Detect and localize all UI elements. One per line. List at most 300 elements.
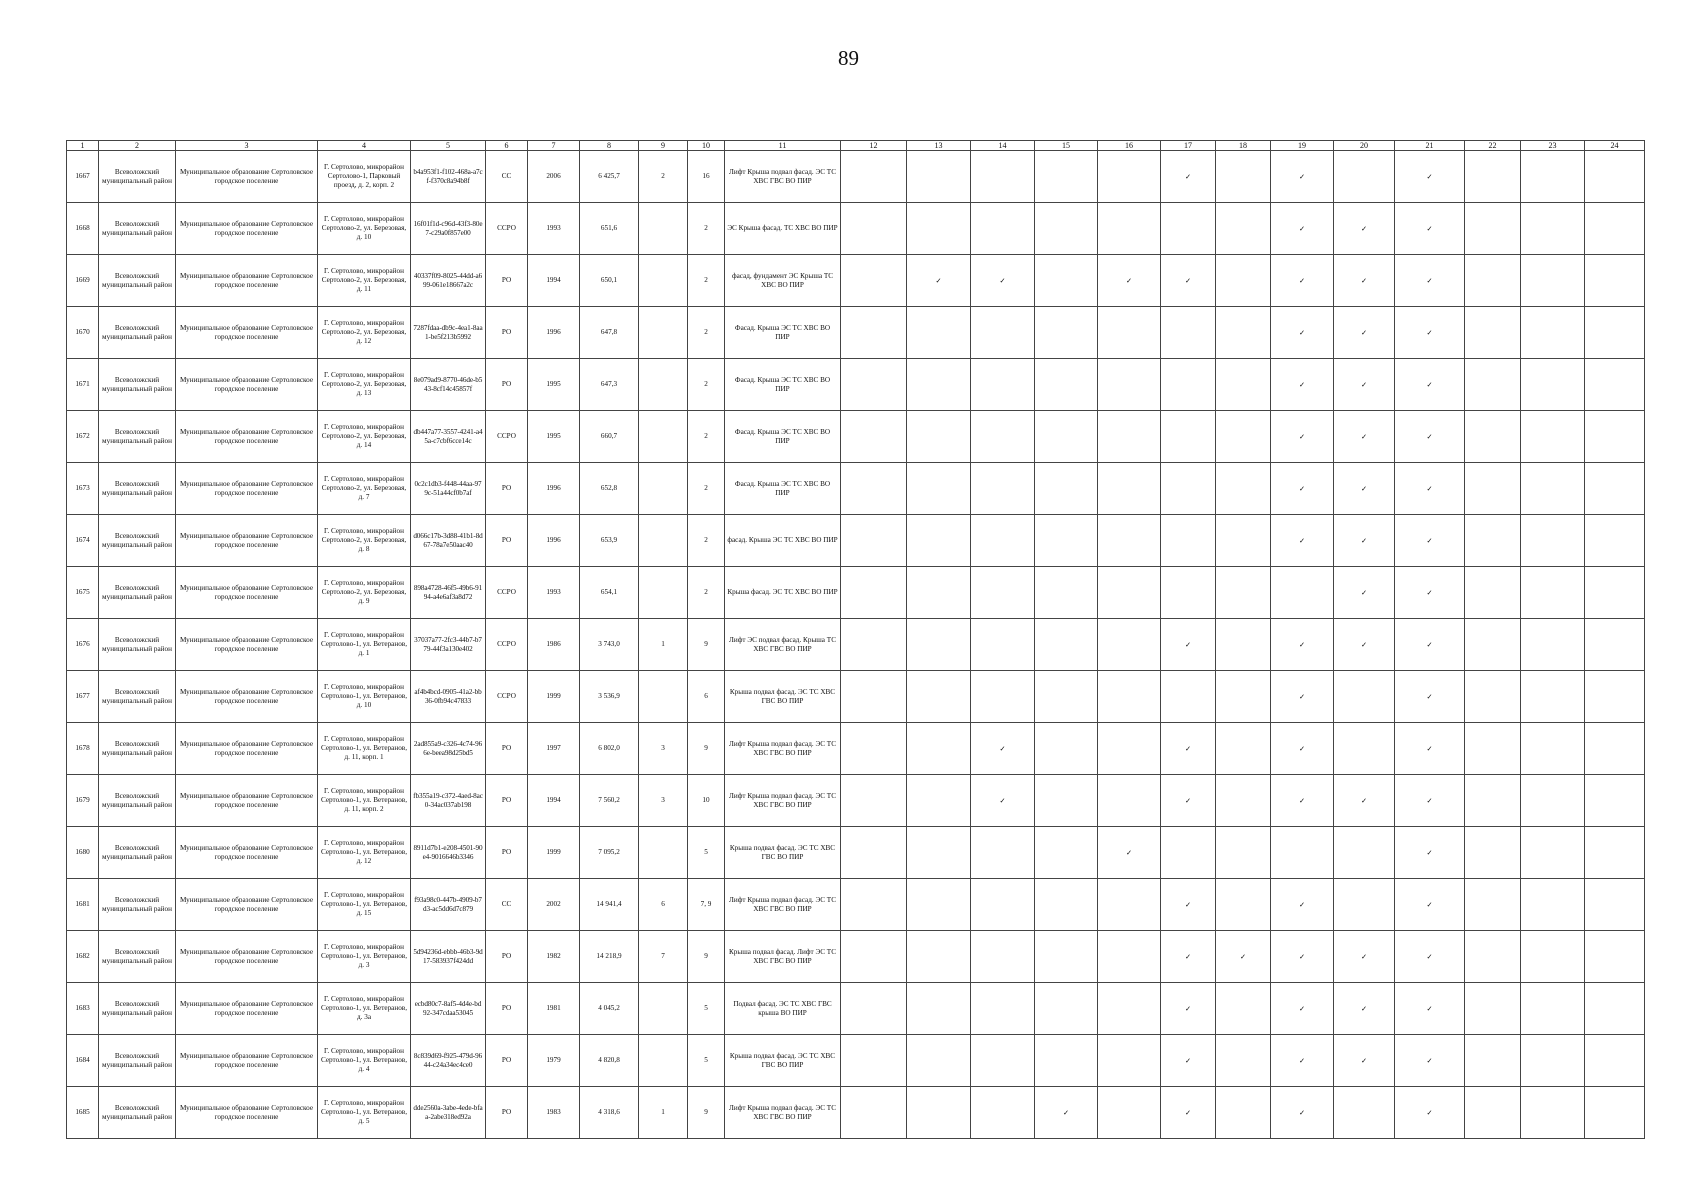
empty-cell [1216, 151, 1271, 203]
district-cell: Всеволожский муниципальный район [99, 827, 176, 879]
column-header-1: 1 [67, 141, 99, 151]
empty-cell [1216, 671, 1271, 723]
row-number: 1669 [67, 255, 99, 307]
floors-cell: 2 [688, 255, 725, 307]
column-header-21: 21 [1395, 141, 1465, 151]
empty-cell [1161, 307, 1216, 359]
ownership-type-cell: ССРО [486, 203, 528, 255]
empty-cell [1035, 255, 1098, 307]
empty-cell [1521, 411, 1585, 463]
column-header-6: 6 [486, 141, 528, 151]
check-mark-icon: ✓ [1035, 1087, 1098, 1139]
ownership-type-cell: РО [486, 931, 528, 983]
column-header-23: 23 [1521, 141, 1585, 151]
building-code-cell: 2ad855a9-c326-4c74-966e-beea98d25bd5 [411, 723, 486, 775]
table-row [67, 879, 1645, 931]
check-mark-icon: ✓ [1395, 671, 1465, 723]
year-cell: 1999 [528, 671, 580, 723]
check-mark-icon: ✓ [1395, 515, 1465, 567]
empty-cell [1035, 203, 1098, 255]
check-mark-icon: ✓ [1271, 151, 1334, 203]
year-cell: 2002 [528, 879, 580, 931]
ownership-type-cell: РО [486, 983, 528, 1035]
col9-cell [639, 1035, 688, 1087]
empty-cell [1521, 671, 1585, 723]
building-code-cell: fb355a19-c372-4aed-8ac0-34ac037ab198 [411, 775, 486, 827]
area-cell: 7 095,2 [580, 827, 639, 879]
empty-cell [1216, 255, 1271, 307]
area-cell: 647,3 [580, 359, 639, 411]
empty-cell [1521, 879, 1585, 931]
address-cell: Г. Сертолово, микрорайон Сертолово-2, ул. Березовая, д. 14 [318, 411, 411, 463]
empty-cell [1585, 671, 1645, 723]
ownership-type-cell: РО [486, 463, 528, 515]
address-cell: Г. Сертолово, микрорайон Сертолово-1, ул. Ветеранов, д. 1 [318, 619, 411, 671]
empty-cell [841, 879, 907, 931]
ownership-type-cell: РО [486, 1087, 528, 1139]
empty-cell [1465, 931, 1521, 983]
empty-cell [1035, 411, 1098, 463]
empty-cell [1585, 515, 1645, 567]
table-row [67, 1035, 1645, 1087]
empty-cell [1521, 619, 1585, 671]
check-mark-icon: ✓ [1161, 983, 1216, 1035]
district-cell: Всеволожский муниципальный район [99, 411, 176, 463]
building-code-cell: 0c2c1db3-f448-44aa-979c-51a44cf0b7af [411, 463, 486, 515]
empty-cell [1098, 931, 1161, 983]
empty-cell [1585, 723, 1645, 775]
check-mark-icon: ✓ [971, 723, 1035, 775]
empty-cell [841, 1087, 907, 1139]
check-mark-icon: ✓ [1161, 1087, 1216, 1139]
address-cell: Г. Сертолово, микрорайон Сертолово-2, ул. Березовая, д. 11 [318, 255, 411, 307]
floors-cell: 10 [688, 775, 725, 827]
empty-cell [971, 359, 1035, 411]
year-cell: 1993 [528, 203, 580, 255]
empty-cell [971, 671, 1035, 723]
municipality-cell: Муниципальное образование Сертоловское городское поселение [176, 671, 318, 723]
column-header-18: 18 [1216, 141, 1271, 151]
empty-cell [1585, 1087, 1645, 1139]
floors-cell: 2 [688, 359, 725, 411]
empty-cell [1161, 411, 1216, 463]
empty-cell [1216, 827, 1271, 879]
address-cell: Г. Сертолово, микрорайон Сертолово-2, ул. Березовая, д. 8 [318, 515, 411, 567]
empty-cell [1465, 463, 1521, 515]
year-cell: 1994 [528, 775, 580, 827]
empty-cell [1035, 879, 1098, 931]
building-code-cell: d066c17b-3d88-41b1-8d67-78a7e50aac40 [411, 515, 486, 567]
column-header-12: 12 [841, 141, 907, 151]
check-mark-icon: ✓ [1271, 619, 1334, 671]
empty-cell [1585, 827, 1645, 879]
empty-cell [1521, 931, 1585, 983]
column-header-10: 10 [688, 141, 725, 151]
empty-cell [907, 775, 971, 827]
check-mark-icon: ✓ [1271, 255, 1334, 307]
year-cell: 1993 [528, 567, 580, 619]
address-cell: Г. Сертолово, микрорайон Сертолово-1, ул. Ветеранов, д. 11, корп. 2 [318, 775, 411, 827]
address-cell: Г. Сертолово, микрорайон Сертолово-2, ул. Березовая, д. 12 [318, 307, 411, 359]
empty-cell [1161, 567, 1216, 619]
check-mark-icon: ✓ [1395, 723, 1465, 775]
empty-cell [1465, 567, 1521, 619]
empty-cell [1035, 151, 1098, 203]
empty-cell [1521, 983, 1585, 1035]
check-mark-icon: ✓ [1395, 463, 1465, 515]
area-cell: 4 045,2 [580, 983, 639, 1035]
table-row [67, 463, 1645, 515]
municipality-cell: Муниципальное образование Сертоловское городское поселение [176, 411, 318, 463]
empty-cell [1334, 671, 1395, 723]
table-row [67, 931, 1645, 983]
empty-cell [1465, 879, 1521, 931]
empty-cell [1465, 1035, 1521, 1087]
address-cell: Г. Сертолово, микрорайон Сертолово-1, Парковый проезд, д. 2, корп. 2 [318, 151, 411, 203]
empty-cell [907, 723, 971, 775]
empty-cell [841, 1035, 907, 1087]
check-mark-icon: ✓ [1271, 723, 1334, 775]
ownership-type-cell: СС [486, 879, 528, 931]
municipality-cell: Муниципальное образование Сертоловское городское поселение [176, 463, 318, 515]
works-cell: Крыша фасад. ЭС ТС ХВС ВО ПИР [725, 567, 841, 619]
municipality-cell: Муниципальное образование Сертоловское городское поселение [176, 307, 318, 359]
empty-cell [1161, 359, 1216, 411]
col9-cell [639, 307, 688, 359]
area-cell: 653,9 [580, 515, 639, 567]
empty-cell [1035, 619, 1098, 671]
empty-cell [1098, 359, 1161, 411]
empty-cell [1216, 723, 1271, 775]
year-cell: 1995 [528, 411, 580, 463]
check-mark-icon: ✓ [1098, 255, 1161, 307]
check-mark-icon: ✓ [1395, 203, 1465, 255]
page-number: 89 [838, 46, 859, 70]
check-mark-icon: ✓ [1161, 879, 1216, 931]
municipality-cell: Муниципальное образование Сертоловское городское поселение [176, 931, 318, 983]
empty-cell [1216, 619, 1271, 671]
building-code-cell: db447a77-3557-4241-a45a-c7cbf6cce14c [411, 411, 486, 463]
column-number-header-row [67, 141, 1645, 151]
empty-cell [1035, 931, 1098, 983]
row-number: 1685 [67, 1087, 99, 1139]
empty-cell [1585, 151, 1645, 203]
ownership-type-cell: РО [486, 255, 528, 307]
floors-cell: 2 [688, 203, 725, 255]
year-cell: 1999 [528, 827, 580, 879]
empty-cell [841, 515, 907, 567]
check-mark-icon: ✓ [1334, 931, 1395, 983]
col9-cell [639, 515, 688, 567]
check-mark-icon: ✓ [1161, 1035, 1216, 1087]
area-cell: 650,1 [580, 255, 639, 307]
col9-cell [639, 463, 688, 515]
check-mark-icon: ✓ [1271, 671, 1334, 723]
empty-cell [1465, 359, 1521, 411]
check-mark-icon: ✓ [971, 255, 1035, 307]
empty-cell [971, 983, 1035, 1035]
district-cell: Всеволожский муниципальный район [99, 359, 176, 411]
empty-cell [971, 1035, 1035, 1087]
empty-cell [1216, 359, 1271, 411]
row-number: 1680 [67, 827, 99, 879]
row-number: 1672 [67, 411, 99, 463]
building-code-cell: 8e079ad9-8770-46de-b543-8cf14c45857f [411, 359, 486, 411]
row-number: 1679 [67, 775, 99, 827]
col9-cell: 6 [639, 879, 688, 931]
empty-cell [907, 411, 971, 463]
address-cell: Г. Сертолово, микрорайон Сертолово-1, ул. Ветеранов, д. 10 [318, 671, 411, 723]
district-cell: Всеволожский муниципальный район [99, 567, 176, 619]
municipality-cell: Муниципальное образование Сертоловское городское поселение [176, 255, 318, 307]
floors-cell: 2 [688, 515, 725, 567]
empty-cell [841, 203, 907, 255]
empty-cell [841, 671, 907, 723]
empty-cell [1161, 463, 1216, 515]
column-header-16: 16 [1098, 141, 1161, 151]
empty-cell [1585, 567, 1645, 619]
empty-cell [971, 567, 1035, 619]
area-cell: 14 941,4 [580, 879, 639, 931]
empty-cell [1585, 983, 1645, 1035]
empty-cell [1161, 203, 1216, 255]
empty-cell [1521, 775, 1585, 827]
column-header-2: 2 [99, 141, 176, 151]
municipality-cell: Муниципальное образование Сертоловское городское поселение [176, 827, 318, 879]
empty-cell [1035, 723, 1098, 775]
table-body [67, 151, 1645, 1139]
empty-cell [1161, 827, 1216, 879]
empty-cell [1465, 827, 1521, 879]
check-mark-icon: ✓ [971, 775, 1035, 827]
empty-cell [841, 827, 907, 879]
empty-cell [907, 827, 971, 879]
building-code-cell: 898a4728-46f5-49b6-9194-a4e6af3a8d72 [411, 567, 486, 619]
check-mark-icon: ✓ [1334, 515, 1395, 567]
works-cell: фасад. Крыша ЭС ТС ХВС ВО ПИР [725, 515, 841, 567]
check-mark-icon: ✓ [1395, 879, 1465, 931]
empty-cell [1465, 619, 1521, 671]
building-code-cell: af4b4bcd-0905-41a2-bb36-0fb94c47833 [411, 671, 486, 723]
check-mark-icon: ✓ [1334, 411, 1395, 463]
check-mark-icon: ✓ [1395, 775, 1465, 827]
column-header-4: 4 [318, 141, 411, 151]
col9-cell [639, 983, 688, 1035]
check-mark-icon: ✓ [1271, 1035, 1334, 1087]
empty-cell [907, 463, 971, 515]
municipality-cell: Муниципальное образование Сертоловское городское поселение [176, 1087, 318, 1139]
row-number: 1678 [67, 723, 99, 775]
empty-cell [907, 151, 971, 203]
table-row [67, 775, 1645, 827]
year-cell: 1996 [528, 307, 580, 359]
empty-cell [1465, 723, 1521, 775]
col9-cell [639, 203, 688, 255]
empty-cell [1465, 411, 1521, 463]
empty-cell [971, 463, 1035, 515]
area-cell: 3 536,9 [580, 671, 639, 723]
building-code-cell: 16f01f1d-c96d-43f3-80e7-c29a0f857e00 [411, 203, 486, 255]
year-cell: 1979 [528, 1035, 580, 1087]
year-cell: 1986 [528, 619, 580, 671]
row-number: 1667 [67, 151, 99, 203]
area-cell: 6 425,7 [580, 151, 639, 203]
column-header-15: 15 [1035, 141, 1098, 151]
column-header-9: 9 [639, 141, 688, 151]
check-mark-icon: ✓ [1216, 931, 1271, 983]
empty-cell [1098, 411, 1161, 463]
col9-cell: 1 [639, 619, 688, 671]
district-cell: Всеволожский муниципальный район [99, 723, 176, 775]
check-mark-icon: ✓ [1395, 255, 1465, 307]
empty-cell [1521, 515, 1585, 567]
works-cell: Лифт Крыша подвал фасад. ЭС ТС ХВС ГВС ВО ПИР [725, 775, 841, 827]
table-row [67, 1087, 1645, 1139]
area-cell: 4 318,6 [580, 1087, 639, 1139]
column-header-5: 5 [411, 141, 486, 151]
empty-cell [1585, 463, 1645, 515]
empty-cell [1334, 151, 1395, 203]
year-cell: 1997 [528, 723, 580, 775]
empty-cell [1521, 567, 1585, 619]
year-cell: 1981 [528, 983, 580, 1035]
municipality-cell: Муниципальное образование Сертоловское городское поселение [176, 515, 318, 567]
check-mark-icon: ✓ [1271, 931, 1334, 983]
empty-cell [907, 983, 971, 1035]
address-cell: Г. Сертолово, микрорайон Сертолово-2, ул. Березовая, д. 7 [318, 463, 411, 515]
building-code-cell: 8c839d69-f925-479d-9644-c24a34ec4ce0 [411, 1035, 486, 1087]
empty-cell [1465, 255, 1521, 307]
check-mark-icon: ✓ [1395, 307, 1465, 359]
empty-cell [907, 307, 971, 359]
ownership-type-cell: ССРО [486, 619, 528, 671]
building-code-cell: b4a953f1-f102-468a-a7cf-f370c8a94b8f [411, 151, 486, 203]
address-cell: Г. Сертолово, микрорайон Сертолово-1, ул. Ветеранов, д. 3 [318, 931, 411, 983]
column-header-11: 11 [725, 141, 841, 151]
year-cell: 1982 [528, 931, 580, 983]
year-cell: 2006 [528, 151, 580, 203]
table-row [67, 307, 1645, 359]
building-code-cell: 5d94236d-ebbb-46b3-9d17-583937f424dd [411, 931, 486, 983]
empty-cell [907, 359, 971, 411]
empty-cell [1585, 255, 1645, 307]
empty-cell [907, 931, 971, 983]
ownership-type-cell: РО [486, 775, 528, 827]
empty-cell [971, 619, 1035, 671]
empty-cell [841, 723, 907, 775]
ownership-type-cell: РО [486, 515, 528, 567]
table-row [67, 671, 1645, 723]
check-mark-icon: ✓ [1161, 723, 1216, 775]
year-cell: 1996 [528, 515, 580, 567]
empty-cell [1098, 151, 1161, 203]
district-cell: Всеволожский муниципальный район [99, 515, 176, 567]
column-header-22: 22 [1465, 141, 1521, 151]
empty-cell [1521, 463, 1585, 515]
empty-cell [1216, 983, 1271, 1035]
empty-cell [1035, 983, 1098, 1035]
empty-cell [1216, 1087, 1271, 1139]
check-mark-icon: ✓ [1395, 567, 1465, 619]
check-mark-icon: ✓ [1271, 879, 1334, 931]
address-cell: Г. Сертолово, микрорайон Сертолово-2, ул. Березовая, д. 10 [318, 203, 411, 255]
table-row [67, 983, 1645, 1035]
empty-cell [1216, 307, 1271, 359]
floors-cell: 9 [688, 723, 725, 775]
check-mark-icon: ✓ [1334, 463, 1395, 515]
ownership-type-cell: ССРО [486, 411, 528, 463]
check-mark-icon: ✓ [1271, 515, 1334, 567]
check-mark-icon: ✓ [1334, 203, 1395, 255]
check-mark-icon: ✓ [1161, 151, 1216, 203]
building-code-cell: f93a98c0-447b-4909-b7d3-ac5dd6d7c879 [411, 879, 486, 931]
row-number: 1684 [67, 1035, 99, 1087]
floors-cell: 2 [688, 567, 725, 619]
check-mark-icon: ✓ [1334, 983, 1395, 1035]
empty-cell [1465, 203, 1521, 255]
empty-cell [841, 463, 907, 515]
empty-cell [1098, 723, 1161, 775]
municipality-cell: Муниципальное образование Сертоловское городское поселение [176, 983, 318, 1035]
empty-cell [1035, 307, 1098, 359]
table-row [67, 151, 1645, 203]
check-mark-icon: ✓ [1395, 1087, 1465, 1139]
area-cell: 651,6 [580, 203, 639, 255]
empty-cell [1098, 1035, 1161, 1087]
works-cell: Фасад. Крыша ЭС ТС ХВС ВО ПИР [725, 359, 841, 411]
empty-cell [1521, 255, 1585, 307]
empty-cell [1521, 151, 1585, 203]
works-cell: Лифт Крыша подвал фасад. ЭС ТС ХВС ГВС ВО ПИР [725, 723, 841, 775]
district-cell: Всеволожский муниципальный район [99, 1035, 176, 1087]
empty-cell [1585, 775, 1645, 827]
works-cell: Крыша подвал фасад. ЭС ТС ХВС ГВС ВО ПИР [725, 827, 841, 879]
year-cell: 1996 [528, 463, 580, 515]
empty-cell [1334, 723, 1395, 775]
table-row [67, 203, 1645, 255]
year-cell: 1983 [528, 1087, 580, 1139]
check-mark-icon: ✓ [1271, 1087, 1334, 1139]
empty-cell [1216, 463, 1271, 515]
col9-cell [639, 359, 688, 411]
floors-cell: 2 [688, 411, 725, 463]
municipality-cell: Муниципальное образование Сертоловское городское поселение [176, 1035, 318, 1087]
floors-cell: 9 [688, 931, 725, 983]
check-mark-icon: ✓ [1271, 203, 1334, 255]
row-number: 1675 [67, 567, 99, 619]
district-cell: Всеволожский муниципальный район [99, 203, 176, 255]
empty-cell [1098, 307, 1161, 359]
empty-cell [1035, 1035, 1098, 1087]
table-row [67, 567, 1645, 619]
col9-cell: 2 [639, 151, 688, 203]
check-mark-icon: ✓ [907, 255, 971, 307]
floors-cell: 9 [688, 619, 725, 671]
row-number: 1668 [67, 203, 99, 255]
works-cell: Крыша подвал фасад. Лифт ЭС ТС ХВС ГВС ВО ПИР [725, 931, 841, 983]
works-cell: Подвал фасад. ЭС ТС ХВС ГВС крыша ВО ПИР [725, 983, 841, 1035]
empty-cell [1035, 359, 1098, 411]
year-cell: 1995 [528, 359, 580, 411]
empty-cell [1035, 827, 1098, 879]
col9-cell: 3 [639, 723, 688, 775]
floors-cell: 7, 9 [688, 879, 725, 931]
check-mark-icon: ✓ [1271, 359, 1334, 411]
col9-cell [639, 411, 688, 463]
empty-cell [907, 203, 971, 255]
empty-cell [841, 983, 907, 1035]
check-mark-icon: ✓ [1395, 931, 1465, 983]
